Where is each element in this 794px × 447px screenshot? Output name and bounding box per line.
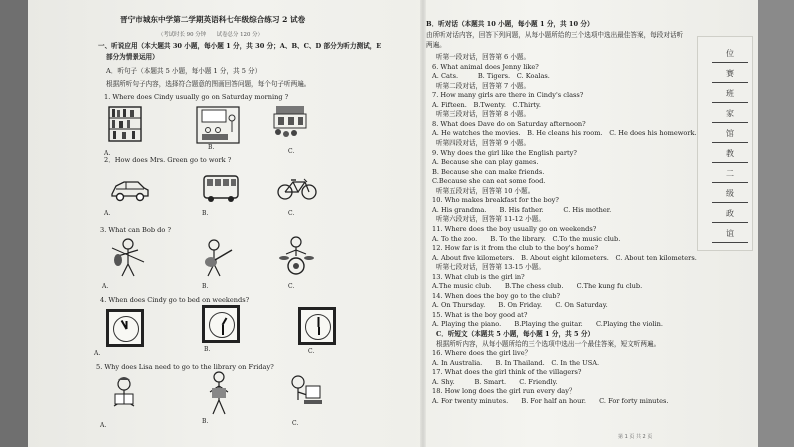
question-line: 9. Why does the girl like the English party? — [432, 148, 577, 157]
options-line: A. Because she can play games. — [432, 158, 539, 167]
options-line: C.Because she can eat some food. — [432, 177, 546, 186]
instruction-line: 听第六段对话，回答第 11-12 小题。 — [436, 215, 545, 224]
section-b-heading: B．听对话（本题共 10 小题，每小题 1 分，共 10 分） — [426, 20, 594, 28]
instruction-line: C．听短文（本题共 5 小题，每小题 1 分，共 5 分） — [436, 330, 595, 338]
options-line: A. On Thursday. B. On Friday. C. On Saturday. — [432, 301, 608, 310]
instruction-line: 听第七段对话，回答第 13-15 小题。 — [436, 263, 545, 272]
library-shelf-picture[interactable] — [108, 106, 142, 142]
question-line: 12. How far is it from the club to the boy's home? — [432, 244, 598, 252]
side-sheet — [697, 36, 753, 251]
question-line: 16. Where does the girl live？ — [432, 349, 532, 358]
q5-option-a: A. — [100, 422, 107, 429]
options-line: A. Shy. B. Smart. C. Friendly. — [432, 377, 558, 386]
book-standing-picture[interactable] — [202, 370, 236, 416]
instruction-line: 听第三段对话，回答第 8 小题。 — [436, 110, 531, 119]
question-line: 7. How many girls are there in Cindy's class? — [432, 91, 584, 100]
section-b-instruction: 由所听对话内容，回答下列问题，从每小题所给的三个选项中选出最佳答案，每段对话听 — [426, 31, 684, 39]
question-line: 14. When does the boy go to the club? — [432, 291, 561, 300]
options-line: A. His grandma. B. His father. C. His mother. — [432, 205, 612, 214]
q1-option-a: A. — [104, 150, 111, 157]
clock-picture-c[interactable] — [298, 307, 336, 345]
instruction-line: 根据所听内容，从每小题所给的三个选项中选出一个最佳答案，短文听两遍。 — [436, 339, 661, 348]
side-sheet-rule — [712, 202, 748, 203]
options-line: A. Fifteen. B.Twenty. C.Thirty. — [432, 100, 541, 109]
side-sheet-rule — [712, 142, 748, 143]
question-line: 18. How long does the girl run every day？ — [432, 387, 576, 396]
question-line: 11. Where does the boy usually go on weekends? — [432, 224, 597, 233]
side-sheet-rule — [712, 162, 748, 163]
part1-heading-cont: 部分为情景运用） — [106, 53, 159, 61]
question-line: 17. What does the girl think of the villagers? — [432, 368, 582, 377]
supermarket-picture[interactable] — [270, 104, 310, 138]
question-2: 2．How does Mrs. Green go to work ? — [104, 156, 232, 164]
q4-option-c: C. — [308, 348, 315, 355]
exam-subtitle: （考试时长 90 分钟 试卷总分 120 分） — [158, 32, 263, 38]
options-line: A. He watches the movies. B. He cleans his room. C. He does his homework. — [432, 129, 697, 138]
q5-option-c: C. — [292, 420, 299, 427]
q1-option-b: B. — [208, 144, 215, 151]
side-sheet-char: 教 — [726, 149, 734, 158]
side-sheet-char: 二 — [726, 169, 734, 178]
side-sheet-rule — [712, 102, 748, 103]
section-a-instruction: 根据所听句子内容，选择符合题意的图画回答问题，每个句子听两遍。 — [106, 80, 311, 88]
bus-picture[interactable] — [202, 174, 240, 204]
q3-option-b: B. — [202, 283, 209, 290]
clock-picture-b[interactable] — [202, 305, 240, 343]
computer-user-picture[interactable] — [284, 372, 324, 412]
options-line: A. In Australia. B. In Thailand. C. In the USA. — [432, 358, 600, 367]
side-sheet-rule — [712, 222, 748, 223]
question-line: 13. What club is the girl in? — [432, 272, 525, 281]
q2-option-b: B. — [202, 210, 209, 217]
bicycle-picture[interactable] — [276, 176, 318, 202]
options-line: A. About five kilometers. B. About eight kilometers. C. About ten kilometers. — [432, 253, 697, 262]
question-1: 1. Where does Cindy usually go on Saturday morning ? — [104, 93, 289, 101]
q4-option-b: B. — [204, 346, 211, 353]
side-sheet-char: 馆 — [726, 129, 734, 138]
part1-heading: 一、听说应用（本大题共 30 小题，每小题 1 分，共 30 分；A、B、C、D 部分为听力测试，E — [98, 42, 382, 50]
q3-option-c: C. — [288, 283, 295, 290]
question-5: 5. Why does Lisa need to go to the library on Friday? — [96, 363, 274, 371]
side-sheet-rule — [712, 242, 748, 243]
exam-title: 晋宁市城东中学第二学期英语科七年级综合练习 2 试卷 — [120, 15, 306, 24]
side-sheet-rule — [712, 122, 748, 123]
reading-girl-picture[interactable] — [106, 376, 142, 414]
options-line: B. Because she can make friends. — [432, 167, 545, 176]
side-sheet-char: 位 — [726, 49, 734, 58]
clock-picture-a[interactable] — [106, 309, 144, 347]
options-line: A. Cats. B. Tigers. C. Koalas. — [432, 72, 550, 81]
side-sheet-char: 政 — [726, 209, 734, 218]
side-sheet-char: 班 — [726, 89, 734, 98]
question-line: 15. What is the boy good at? — [432, 310, 528, 319]
classroom-picture[interactable] — [196, 106, 240, 144]
q3-option-a: A. — [102, 283, 109, 290]
side-sheet-char: 谊 — [726, 229, 734, 238]
options-line: A.The music club. B.The chess club. C.The kung fu club. — [432, 282, 643, 291]
options-line: A. For twenty minutes. B. For half an hour. C. For forty minutes. — [432, 396, 669, 405]
instruction-line: 听第四段对话，回答第 9 小题。 — [436, 138, 531, 147]
section-a-heading: A．听句子（本题共 5 小题，每小题 1 分，共 5 分） — [106, 67, 262, 75]
q4-option-a: A. — [94, 350, 101, 357]
question-4: 4. When does Cindy go to bed on weekends? — [100, 296, 250, 304]
q2-option-a: A. — [104, 210, 111, 217]
options-line: A. To the zoo. B. To the library. C.To the music club. — [432, 234, 621, 243]
q5-option-b: B. — [202, 418, 209, 425]
question-line: 6. What animal does Jenny like? — [432, 62, 539, 71]
instruction-line: 听第五段对话，回答第 10 小题。 — [436, 186, 535, 195]
paper-fold — [420, 0, 426, 447]
side-sheet-char: 级 — [726, 189, 734, 198]
side-sheet-char: 赛 — [726, 69, 734, 78]
guitar-player-picture[interactable] — [196, 238, 236, 278]
page-footer: 第 1 页 共 2 页 — [618, 434, 653, 440]
instruction-line: 听第二段对话，回答第 7 小题。 — [436, 81, 531, 90]
violin-player-picture[interactable] — [108, 236, 148, 278]
section-b-instruction-cont: 两遍。 — [426, 41, 446, 49]
question-line: 8. What does Dave do on Saturday afternoon? — [432, 119, 586, 128]
side-sheet-rule — [712, 182, 748, 183]
car-picture[interactable] — [110, 178, 150, 202]
side-sheet-rule — [712, 82, 748, 83]
q2-option-c: C. — [288, 210, 295, 217]
question-3: 3. What can Bob do ? — [100, 226, 172, 234]
question-line: 10. Who makes breakfast for the boy? — [432, 196, 559, 205]
q1-option-c: C. — [288, 148, 295, 155]
instruction-line: 听第一段对话，回答第 6 小题。 — [436, 53, 531, 61]
side-sheet-char: 家 — [726, 109, 734, 118]
drummer-picture[interactable] — [276, 236, 316, 276]
options-line: A. Playing the piano. B.Playing the guitar. C.Playing the violin. — [432, 320, 663, 329]
side-sheet-rule — [712, 62, 748, 63]
